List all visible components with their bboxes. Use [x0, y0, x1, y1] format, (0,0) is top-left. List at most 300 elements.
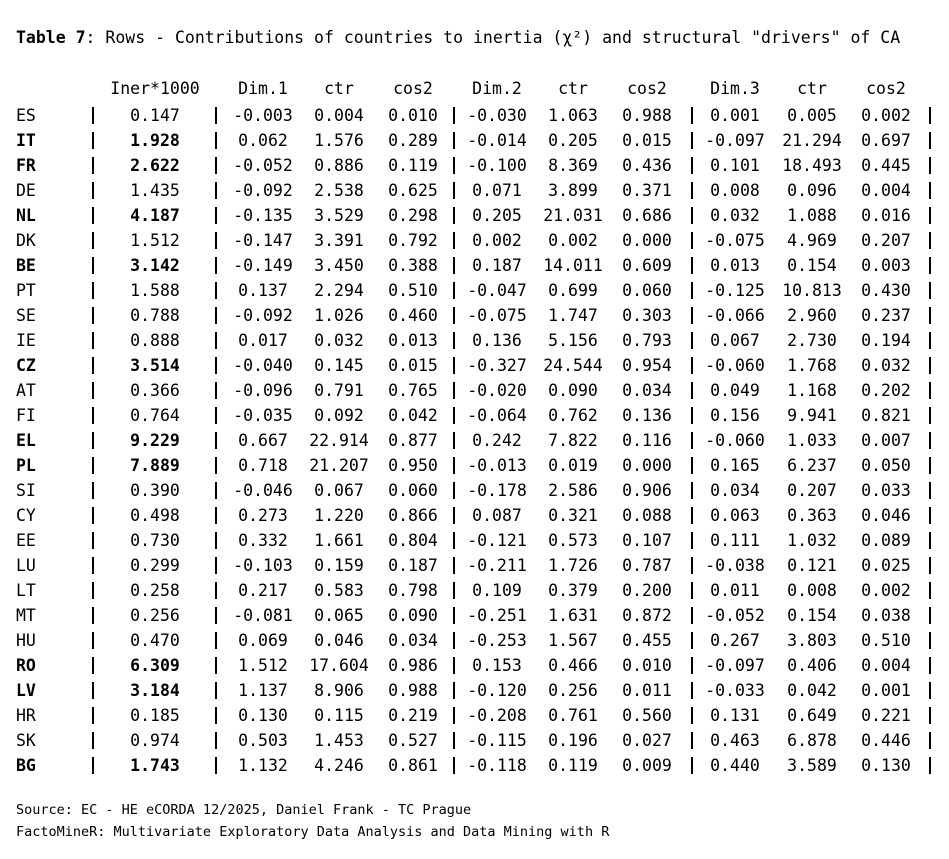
table-cell: 2.586: [548, 481, 598, 500]
table-cell: 0.321: [548, 506, 598, 525]
table-cell: 10.813: [782, 281, 842, 300]
country-code: DK: [16, 231, 36, 250]
table-cell: -0.251: [467, 606, 527, 625]
table-cell: 0.699: [548, 281, 598, 300]
table-cell: 18.493: [782, 156, 842, 175]
country-code: HR: [16, 706, 36, 725]
country-code: IE: [16, 331, 36, 350]
table-cell: -0.100: [467, 156, 527, 175]
country-code: LU: [16, 556, 36, 575]
table-cell: 17.604: [309, 656, 369, 675]
table-cell: 6.878: [787, 731, 837, 750]
country-code: EE: [16, 531, 36, 550]
column-separator: [92, 407, 94, 424]
column-separator: [215, 157, 217, 174]
table-cell: 0.527: [388, 731, 438, 750]
table-cell: 0.798: [388, 581, 438, 600]
column-separator: [92, 732, 94, 749]
inertia-value: 0.147: [130, 106, 180, 125]
package-note: FactoMineR: Multivariate Exploratory Data Analysis and Data Mining with R: [16, 824, 610, 840]
table-cell: 0.560: [622, 706, 672, 725]
column-separator: [215, 182, 217, 199]
table-cell: 1.063: [548, 106, 598, 125]
column-separator: [92, 132, 94, 149]
table-cell: 3.589: [787, 756, 837, 775]
column-header: Dim.1: [238, 79, 288, 98]
table-cell: -0.047: [467, 281, 527, 300]
table-cell: 0.886: [314, 156, 364, 175]
table-cell: 0.088: [622, 506, 672, 525]
table-cell: 1.026: [314, 306, 364, 325]
table-cell: 0.004: [314, 106, 364, 125]
column-separator: [215, 632, 217, 649]
table-cell: 0.761: [548, 706, 598, 725]
table-cell: 0.906: [622, 481, 672, 500]
column-header: Dim.2: [472, 79, 522, 98]
table-cell: 0.436: [622, 156, 672, 175]
column-separator: [215, 557, 217, 574]
table-cell: 0.005: [787, 106, 837, 125]
table-cell: 0.988: [622, 106, 672, 125]
table-cell: 0.015: [388, 356, 438, 375]
table-cell: 0.017: [238, 331, 288, 350]
column-header: ctr: [558, 79, 588, 98]
table-cell: 24.544: [543, 356, 603, 375]
table-cell: 0.466: [548, 656, 598, 675]
column-header: ctr: [324, 79, 354, 98]
table-cell: 2.960: [787, 306, 837, 325]
table-cell: 0.069: [238, 631, 288, 650]
column-separator: [215, 457, 217, 474]
table-cell: -0.092: [233, 181, 293, 200]
inertia-value: 0.888: [130, 331, 180, 350]
table-cell: 0.071: [472, 181, 522, 200]
table-cell: 0.090: [388, 606, 438, 625]
table-cell: 3.899: [548, 181, 598, 200]
inertia-value: 0.366: [130, 381, 180, 400]
table-cell: 0.762: [548, 406, 598, 425]
column-header: Dim.3: [710, 79, 760, 98]
table-cell: 0.200: [622, 581, 672, 600]
table-cell: 2.294: [314, 281, 364, 300]
table-cell: 0.011: [622, 681, 672, 700]
column-separator: [92, 432, 94, 449]
table-cell: 0.001: [861, 681, 911, 700]
inertia-value: 4.187: [130, 206, 180, 225]
column-separator: [215, 232, 217, 249]
table-cell: 0.194: [861, 331, 911, 350]
table-cell: 0.217: [238, 581, 288, 600]
table-cell: 1.033: [787, 431, 837, 450]
table-cell: 0.042: [787, 681, 837, 700]
country-code: NL: [16, 206, 36, 225]
table-cell: -0.208: [467, 706, 527, 725]
inertia-value: 0.498: [130, 506, 180, 525]
table-cell: 0.137: [238, 281, 288, 300]
column-separator: [92, 532, 94, 549]
table-cell: 0.034: [710, 481, 760, 500]
table-cell: 0.363: [787, 506, 837, 525]
table-cell: 0.503: [238, 731, 288, 750]
table-cell: 0.187: [388, 556, 438, 575]
table-cell: 6.237: [787, 456, 837, 475]
table-cell: 0.866: [388, 506, 438, 525]
table-cell: 0.032: [861, 356, 911, 375]
table-cell: 4.969: [787, 231, 837, 250]
column-separator: [92, 682, 94, 699]
country-code: PL: [16, 456, 36, 475]
table-cell: 0.010: [388, 106, 438, 125]
table-cell: 0.013: [388, 331, 438, 350]
table-cell: 0.130: [861, 756, 911, 775]
column-header: cos2: [866, 79, 906, 98]
table-cell: 3.529: [314, 206, 364, 225]
table-cell: 1.453: [314, 731, 364, 750]
table-cell: 0.332: [238, 531, 288, 550]
table-cell: 0.046: [314, 631, 364, 650]
country-code: SE: [16, 306, 36, 325]
table-cell: 0.988: [388, 681, 438, 700]
table-cell: 0.986: [388, 656, 438, 675]
column-separator: [215, 382, 217, 399]
table-cell: 0.032: [314, 331, 364, 350]
table-cell: 0.027: [622, 731, 672, 750]
table-cell: 0.154: [787, 256, 837, 275]
table-cell: 0.019: [548, 456, 598, 475]
table-cell: 0.007: [861, 431, 911, 450]
table-cell: -0.121: [467, 531, 527, 550]
table-cell: 1.088: [787, 206, 837, 225]
table-cell: 0.063: [710, 506, 760, 525]
table-cell: 0.440: [710, 756, 760, 775]
table-cell: 0.096: [787, 181, 837, 200]
inertia-value: 1.435: [130, 181, 180, 200]
inertia-value: 1.928: [130, 131, 180, 150]
table-cell: 3.391: [314, 231, 364, 250]
table-cell: 0.003: [861, 256, 911, 275]
table-cell: -0.033: [705, 681, 765, 700]
table-cell: -0.115: [467, 731, 527, 750]
table-cell: 1.137: [238, 681, 288, 700]
inertia-value: 1.743: [130, 756, 180, 775]
table-cell: 14.011: [543, 256, 603, 275]
column-separator: [215, 607, 217, 624]
table-cell: 0.115: [314, 706, 364, 725]
column-separator: [215, 207, 217, 224]
footer: [16, 799, 609, 843]
table-cell: 0.877: [388, 431, 438, 450]
table-cell: 0.008: [710, 181, 760, 200]
table-number: Table 7: [16, 28, 86, 47]
inertia-value: 6.309: [130, 656, 180, 675]
table-cell: 0.460: [388, 306, 438, 325]
table-cell: 0.034: [622, 381, 672, 400]
column-separator: [92, 507, 94, 524]
table-cell: 0.273: [238, 506, 288, 525]
country-code: HU: [16, 631, 36, 650]
table-cell: 0.303: [622, 306, 672, 325]
table-cell: 0.406: [787, 656, 837, 675]
table-cell: -0.147: [233, 231, 293, 250]
table-cell: 0.804: [388, 531, 438, 550]
table-cell: -0.040: [233, 356, 293, 375]
country-code: AT: [16, 381, 36, 400]
table-cell: -0.135: [233, 206, 293, 225]
table-cell: 0.087: [472, 506, 522, 525]
table-cell: 9.941: [787, 406, 837, 425]
table-cell: 0.101: [710, 156, 760, 175]
table-cell: -0.035: [233, 406, 293, 425]
table-cell: 0.050: [861, 456, 911, 475]
table-cell: -0.038: [705, 556, 765, 575]
table-cell: 0.065: [314, 606, 364, 625]
table-cell: 0.202: [861, 381, 911, 400]
table-cell: 0.013: [710, 256, 760, 275]
inertia-value: 0.764: [130, 406, 180, 425]
table-cell: 0.821: [861, 406, 911, 425]
table-cell: 0.153: [472, 656, 522, 675]
column-separator: [92, 482, 94, 499]
table-cell: 0.032: [710, 206, 760, 225]
table-cell: -0.097: [705, 131, 765, 150]
country-code: PT: [16, 281, 36, 300]
inertia-value: 0.788: [130, 306, 180, 325]
table-cell: 0.067: [710, 331, 760, 350]
country-code: CZ: [16, 356, 36, 375]
table-cell: -0.075: [705, 231, 765, 250]
inertia-value: 0.974: [130, 731, 180, 750]
table-cell: 0.001: [710, 106, 760, 125]
column-separator: [92, 557, 94, 574]
table-cell: 0.510: [388, 281, 438, 300]
country-code: RO: [16, 656, 36, 675]
inertia-value: 0.185: [130, 706, 180, 725]
table-cell: -0.120: [467, 681, 527, 700]
table-cell: 0.090: [548, 381, 598, 400]
inertia-value: 3.184: [130, 681, 180, 700]
table-cell: 0.455: [622, 631, 672, 650]
table-cell: 0.205: [548, 131, 598, 150]
table-cell: 0.187: [472, 256, 522, 275]
inertia-value: 0.299: [130, 556, 180, 575]
table-cell: 0.609: [622, 256, 672, 275]
table-cell: 0.445: [861, 156, 911, 175]
column-separator: [215, 332, 217, 349]
table-cell: 0.649: [787, 706, 837, 725]
table-cell: 1.768: [787, 356, 837, 375]
column-separator: [215, 407, 217, 424]
table-cell: 0.004: [861, 181, 911, 200]
table-cell: -0.064: [467, 406, 527, 425]
table-cell: -0.060: [705, 356, 765, 375]
table-cell: -0.060: [705, 431, 765, 450]
column-separator: [215, 707, 217, 724]
table-cell: -0.211: [467, 556, 527, 575]
table-cell: 0.289: [388, 131, 438, 150]
table-cell: 0.510: [861, 631, 911, 650]
table-cell: -0.253: [467, 631, 527, 650]
table-cell: -0.075: [467, 306, 527, 325]
table-cell: 0.256: [548, 681, 598, 700]
inertia-value: 0.256: [130, 606, 180, 625]
country-code: FR: [16, 156, 36, 175]
table-cell: 0.025: [861, 556, 911, 575]
table-cell: 0.791: [314, 381, 364, 400]
table-cell: 1.661: [314, 531, 364, 550]
table-cell: -0.097: [705, 656, 765, 675]
table-cell: 0.267: [710, 631, 760, 650]
column-header: Iner*1000: [110, 79, 200, 98]
column-separator: [215, 307, 217, 324]
table-cell: 0.130: [238, 706, 288, 725]
table-cell: 0.009: [622, 756, 672, 775]
table-cell: 1.726: [548, 556, 598, 575]
table-cell: 3.450: [314, 256, 364, 275]
table-cell: -0.103: [233, 556, 293, 575]
inertia-value: 1.512: [130, 231, 180, 250]
table-cell: 0.242: [472, 431, 522, 450]
column-separator: [92, 182, 94, 199]
inertia-value: 3.514: [130, 356, 180, 375]
table-cell: 0.861: [388, 756, 438, 775]
table-cell: 0.237: [861, 306, 911, 325]
table-cell: -0.149: [233, 256, 293, 275]
table-cell: -0.046: [233, 481, 293, 500]
table-cell: 0.046: [861, 506, 911, 525]
table-cell: 0.371: [622, 181, 672, 200]
table-cell: 0.062: [238, 131, 288, 150]
table-cell: 0.221: [861, 706, 911, 725]
column-separator: [215, 732, 217, 749]
table-cell: 0.136: [472, 331, 522, 350]
table-cell: 0.042: [388, 406, 438, 425]
table-cell: 0.089: [861, 531, 911, 550]
table-cell: -0.092: [233, 306, 293, 325]
table-cell: 0.107: [622, 531, 672, 550]
table-cell: 0.015: [622, 131, 672, 150]
column-separator: [215, 357, 217, 374]
table-cell: 0.136: [622, 406, 672, 425]
inertia-value: 7.889: [130, 456, 180, 475]
table-cell: 0.156: [710, 406, 760, 425]
column-separator: [92, 357, 94, 374]
table-cell: 0.463: [710, 731, 760, 750]
column-header: ctr: [797, 79, 827, 98]
column-separator: [92, 207, 94, 224]
source-note: Source: EC - HE eCORDA 12/2025, Daniel Frank - TC Prague: [16, 802, 472, 818]
table-cell: 0.165: [710, 456, 760, 475]
column-separator: [215, 432, 217, 449]
table-cell: 3.803: [787, 631, 837, 650]
country-code: DE: [16, 181, 36, 200]
table-cell: -0.125: [705, 281, 765, 300]
table-cell: -0.030: [467, 106, 527, 125]
column-separator: [215, 282, 217, 299]
table-cell: 0.787: [622, 556, 672, 575]
table-cell: 2.730: [787, 331, 837, 350]
table-cell: 7.822: [548, 431, 598, 450]
table-cell: 21.294: [782, 131, 842, 150]
table-cell: -0.014: [467, 131, 527, 150]
column-separator: [215, 482, 217, 499]
table-cell: 0.792: [388, 231, 438, 250]
table-cell: 0.872: [622, 606, 672, 625]
column-separator: [215, 257, 217, 274]
table-cell: 0.109: [472, 581, 522, 600]
table-cell: 2.538: [314, 181, 364, 200]
country-code: IT: [16, 131, 36, 150]
table-cell: -0.081: [233, 606, 293, 625]
column-separator: [215, 507, 217, 524]
table-cell: 0.000: [622, 231, 672, 250]
table-cell: 0.145: [314, 356, 364, 375]
table-cell: 0.793: [622, 331, 672, 350]
table-cell: 0.116: [622, 431, 672, 450]
country-code: LT: [16, 581, 36, 600]
country-code: SI: [16, 481, 36, 500]
table-cell: 8.369: [548, 156, 598, 175]
table-cell: 1.747: [548, 306, 598, 325]
table-cell: 8.906: [314, 681, 364, 700]
country-code: EL: [16, 431, 36, 450]
table-cell: 1.512: [238, 656, 288, 675]
column-separator: [215, 582, 217, 599]
column-separator: [215, 757, 217, 774]
country-code: MT: [16, 606, 36, 625]
country-code: FI: [16, 406, 36, 425]
column-separator: [92, 382, 94, 399]
table-cell: 0.950: [388, 456, 438, 475]
table-cell: 0.583: [314, 581, 364, 600]
column-separator: [92, 607, 94, 624]
column-separator: [92, 582, 94, 599]
table-cell: 0.718: [238, 456, 288, 475]
table-cell: 0.154: [787, 606, 837, 625]
table-cell: 0.625: [388, 181, 438, 200]
table-cell: 0.131: [710, 706, 760, 725]
column-separator: [92, 157, 94, 174]
country-code: BE: [16, 256, 36, 275]
country-code: BG: [16, 756, 36, 775]
column-separator: [92, 332, 94, 349]
column-separator: [92, 632, 94, 649]
column-separator: [92, 657, 94, 674]
table-cell: 1.576: [314, 131, 364, 150]
table-cell: 0.002: [861, 106, 911, 125]
table-cell: 0.196: [548, 731, 598, 750]
inertia-value: 0.390: [130, 481, 180, 500]
inertia-value: 3.142: [130, 256, 180, 275]
table-cell: -0.020: [467, 381, 527, 400]
table-cell: -0.178: [467, 481, 527, 500]
table-cell: 0.667: [238, 431, 288, 450]
column-separator: [92, 282, 94, 299]
table-cell: 0.446: [861, 731, 911, 750]
table-cell: 0.060: [388, 481, 438, 500]
table-cell: 0.765: [388, 381, 438, 400]
column-separator: [215, 682, 217, 699]
table-cell: 1.220: [314, 506, 364, 525]
table-cell: 0.011: [710, 581, 760, 600]
column-separator: [92, 457, 94, 474]
inertia-value: 1.588: [130, 281, 180, 300]
table-cell: 0.016: [861, 206, 911, 225]
table-cell: 0.121: [787, 556, 837, 575]
table-cell: 0.686: [622, 206, 672, 225]
table-cell: 0.159: [314, 556, 364, 575]
column-separator: [92, 307, 94, 324]
table-cell: 1.168: [787, 381, 837, 400]
